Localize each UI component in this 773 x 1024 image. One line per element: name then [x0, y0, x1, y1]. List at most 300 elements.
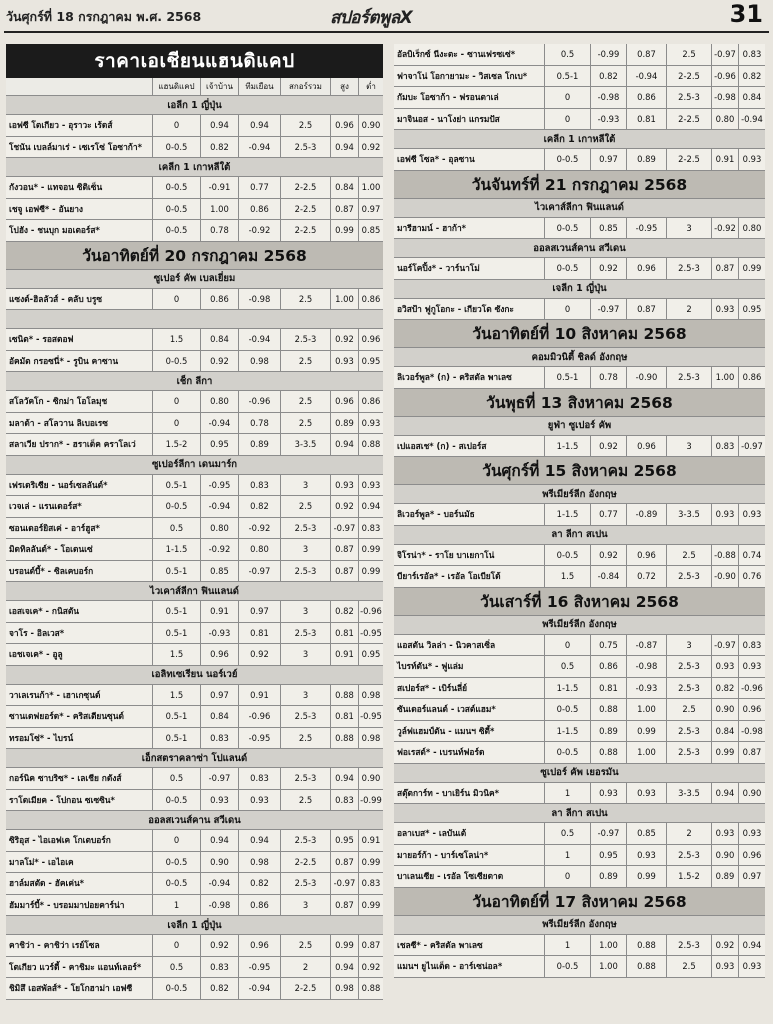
under-odds-cell: 0.95 [358, 644, 383, 665]
match-row [394, 436, 765, 458]
home-odds-cell: 0.86 [200, 289, 238, 310]
away-odds-cell: 0.96 [238, 935, 280, 956]
under-odds-cell: 0.98 [358, 728, 383, 749]
match-row [394, 783, 765, 805]
away-odds-cell: 0.86 [238, 199, 280, 220]
home-odds-cell: 1.00 [590, 935, 626, 956]
home-odds-cell: 0.84 [200, 706, 238, 727]
handicap-cell: 0-0.5 [152, 873, 200, 894]
home-odds-cell: -0.95 [200, 475, 238, 496]
away-odds-cell: 0.81 [626, 109, 666, 130]
over-odds-cell: 0.87 [330, 539, 358, 560]
league-header: ซูเปอร์ลีกา เดนมาร์ก [6, 456, 383, 475]
under-odds-cell: 0.86 [358, 391, 383, 412]
away-odds-cell: 0.96 [626, 545, 666, 566]
match-name: วูล์ฟแฮมป์ตัน - แมนฯ ซิตี้* [397, 725, 495, 736]
handicap-cell: 0 [544, 635, 590, 656]
match-row [6, 790, 383, 812]
handicap-cell: 0-0.5 [544, 258, 590, 279]
total-score-cell: 2.5 [280, 935, 330, 956]
total-score-cell: 2.5 [280, 351, 330, 372]
over-odds-cell: 0.87 [330, 895, 358, 916]
home-odds-cell: -0.91 [200, 177, 238, 198]
total-score-cell: 2.5-3 [666, 367, 711, 388]
over-odds-cell: 1.00 [711, 367, 738, 388]
match-name: ฮัมมาร์บี้* - บรอมมาปอยคาร์น่า [9, 899, 125, 910]
total-score-cell: 2.5 [280, 115, 330, 136]
match-row [6, 644, 383, 666]
under-odds-cell: 0.87 [358, 935, 383, 956]
over-odds-cell: 0.89 [330, 413, 358, 434]
match-name: สลาเวีย ปราก* - ฮราเด็ค คราโลเว่ [9, 439, 136, 450]
match-name: สโลวัคโก - ซิกม่า โอโลมุช [9, 396, 108, 407]
match-row [394, 545, 765, 567]
handicap-cell: 0-0.5 [152, 220, 200, 241]
match-row [394, 935, 765, 957]
under-odds-cell: 0.83 [738, 635, 765, 656]
over-odds-cell: 0.95 [330, 830, 358, 851]
home-odds-cell: -0.92 [200, 539, 238, 560]
match-row [394, 845, 765, 867]
handicap-cell: 1 [544, 845, 590, 866]
match-row [6, 539, 383, 561]
away-odds-cell: 0.87 [626, 299, 666, 320]
handicap-cell: 0 [544, 109, 590, 130]
over-odds-cell: 0.89 [711, 866, 738, 887]
handicap-cell: 0.5-1 [152, 601, 200, 622]
under-odds-cell: 0.91 [358, 830, 383, 851]
total-score-cell: 2.5-3 [666, 566, 711, 587]
away-odds-cell: 0.92 [238, 644, 280, 665]
away-odds-cell: -0.95 [626, 218, 666, 239]
column-header-over: สูง [330, 78, 358, 95]
away-odds-cell: 0.99 [626, 866, 666, 887]
match-row [394, 258, 765, 280]
column-header-row [6, 78, 383, 96]
home-odds-cell: 0.80 [200, 518, 238, 539]
total-score-cell: 3 [280, 644, 330, 665]
handicap-cell: 0-0.5 [152, 177, 200, 198]
date-header: วันอาทิตย์ที่ 20 กรกฎาคม 2568 [6, 242, 383, 270]
home-odds-cell: 0.95 [590, 845, 626, 866]
away-odds-cell: 0.82 [238, 873, 280, 894]
right-odds-table [394, 44, 765, 978]
league-header: เอลิทเซเรียน นอร์เวย์ [6, 666, 383, 685]
away-odds-cell: 0.96 [626, 258, 666, 279]
match-name: อวิสป้า ฟูกูโอกะ - เกียวโต ซังกะ [397, 303, 514, 314]
column-header-total: สกอร์รวม [280, 78, 330, 95]
away-odds-cell: -0.92 [238, 220, 280, 241]
handicap-cell: 0-0.5 [544, 742, 590, 763]
match-name: แอสตัน วิลล่า - นิวคาสเซิ่ล [397, 639, 496, 650]
match-name: มิดทิลลันด์* - โอเดนเซ่ [9, 544, 93, 555]
away-odds-cell: 0.93 [238, 790, 280, 811]
match-name: เอสเจเค* - กนิสตัน [9, 606, 79, 617]
under-odds-cell: 0.93 [358, 413, 383, 434]
over-odds-cell: -0.97 [711, 635, 738, 656]
over-odds-cell: 0.82 [711, 678, 738, 699]
league-header: ออลสเวนส์คาน สวีเดน [6, 811, 383, 830]
home-odds-cell: -0.84 [590, 566, 626, 587]
over-odds-cell: -0.92 [711, 218, 738, 239]
column-header-away: ทีมเยือน [238, 78, 280, 95]
handicap-cell: 0.5 [152, 768, 200, 789]
under-odds-cell: 0.92 [358, 137, 383, 158]
away-odds-cell: -0.95 [238, 957, 280, 978]
total-score-cell: 2.5-3 [666, 678, 711, 699]
match-row [6, 496, 383, 518]
handicap-cell: 0-0.5 [544, 149, 590, 170]
over-odds-cell: 0.93 [711, 956, 738, 977]
home-odds-cell: 0.94 [200, 115, 238, 136]
away-odds-cell: -0.98 [238, 289, 280, 310]
match-name: ฟาจาโน่ โอกายามะ - วิสเซล โกเบ* [397, 70, 528, 81]
total-score-cell: 3 [280, 539, 330, 560]
handicap-cell: 0.5-1 [152, 728, 200, 749]
under-odds-cell: 0.99 [358, 561, 383, 582]
over-odds-cell: 0.81 [330, 706, 358, 727]
over-odds-cell: 0.93 [711, 299, 738, 320]
total-score-cell: 2.5 [666, 44, 711, 65]
match-row [6, 623, 383, 645]
handicap-cell: 0 [544, 866, 590, 887]
total-score-cell: 2.5 [280, 728, 330, 749]
away-odds-cell: -0.94 [626, 66, 666, 87]
away-odds-cell: 0.81 [238, 623, 280, 644]
left-rows [6, 96, 383, 1000]
match-name: ซานเดฟยอร์ด* - คริสเตียนซุนด์ [9, 711, 124, 722]
handicap-cell: 1 [544, 783, 590, 804]
match-name: ราโดเมียค - โปกอน ซเซซิน* [9, 794, 115, 805]
total-score-cell: 2.5-3 [666, 258, 711, 279]
home-odds-cell: 0.86 [590, 656, 626, 677]
home-odds-cell: 0.92 [590, 436, 626, 457]
match-name: จิโรน่า* - ราโย บาเยกาโน่ [397, 549, 495, 560]
match-row [394, 44, 765, 66]
under-odds-cell: 0.83 [738, 44, 765, 65]
total-score-cell: 2-2.5 [280, 852, 330, 873]
under-odds-cell: -0.96 [358, 601, 383, 622]
over-odds-cell: 0.87 [330, 852, 358, 873]
under-odds-cell: -0.96 [738, 678, 765, 699]
over-odds-cell: -0.97 [330, 518, 358, 539]
total-score-cell: 3 [280, 475, 330, 496]
away-odds-cell: -0.96 [238, 706, 280, 727]
handicap-cell: 0-0.5 [152, 351, 200, 372]
match-row [6, 137, 383, 159]
away-odds-cell: 0.96 [626, 436, 666, 457]
total-score-cell: 2.5 [666, 956, 711, 977]
away-odds-cell: 0.93 [626, 783, 666, 804]
total-score-cell: 2.5-3 [280, 561, 330, 582]
total-score-cell: 2.5-3 [280, 623, 330, 644]
handicap-cell: 1.5 [152, 685, 200, 706]
league-header: พรีเมียร์ลีก อังกฤษ [394, 485, 765, 504]
away-odds-cell: -0.94 [238, 137, 280, 158]
date-header: วันพุธที่ 13 สิงหาคม 2568 [394, 389, 765, 417]
match-row [6, 685, 383, 707]
total-score-cell: 2.5-3 [280, 137, 330, 158]
match-name: กอร์นิค ซาบริซ* - เลเชีย กดังส์ [9, 773, 122, 784]
league-header: ออลสเวนส์คาน สวีเดน [394, 239, 765, 258]
away-odds-cell: -0.95 [238, 728, 280, 749]
match-row [394, 678, 765, 700]
match-name: เอฟซี โซล* - อุลซาน [397, 154, 475, 165]
under-odds-cell: 0.93 [738, 956, 765, 977]
league-header: เช็ก ลีกา [6, 372, 383, 391]
away-odds-cell: -0.98 [626, 656, 666, 677]
right-rows [394, 44, 765, 978]
over-odds-cell: 0.87 [330, 561, 358, 582]
away-odds-cell: 0.85 [626, 823, 666, 844]
match-name: บรอนด์บี้* - ซิลเคบอร์ก [9, 565, 94, 576]
match-row [394, 109, 765, 131]
away-odds-cell: 0.98 [238, 852, 280, 873]
away-odds-cell: 0.99 [626, 721, 666, 742]
over-odds-cell: -0.88 [711, 545, 738, 566]
handicap-cell: 1-1.5 [152, 539, 200, 560]
league-header: ซูเปอร์ คัพ เบลเยี่ยม [6, 270, 383, 289]
match-row [394, 721, 765, 743]
under-odds-cell: 0.86 [358, 289, 383, 310]
under-odds-cell: 0.90 [738, 783, 765, 804]
match-row [394, 87, 765, 109]
match-name: กังวอน* - แทจอน ซิติเซ็น [9, 182, 103, 193]
handicap-cell: 0-0.5 [152, 852, 200, 873]
total-score-cell: 2-2.5 [666, 149, 711, 170]
home-odds-cell: -0.94 [200, 873, 238, 894]
away-odds-cell: 0.98 [238, 351, 280, 372]
match-row [6, 852, 383, 874]
match-row [6, 768, 383, 790]
total-score-cell: 2-2.5 [666, 109, 711, 130]
over-odds-cell: 0.94 [711, 783, 738, 804]
total-score-cell: 3 [280, 895, 330, 916]
match-row [394, 149, 765, 171]
home-odds-cell: 0.82 [200, 978, 238, 999]
home-odds-cell: 0.78 [200, 220, 238, 241]
page-title: ราคาเอเชียนแฮนดิแคป [6, 44, 383, 78]
handicap-cell: 1 [152, 895, 200, 916]
handicap-cell: 1-1.5 [544, 721, 590, 742]
over-odds-cell: 0.82 [330, 601, 358, 622]
league-header: ซูเปอร์ คัพ เยอรมัน [394, 764, 765, 783]
match-row [394, 218, 765, 240]
match-name: จาโร - อิลเวส* [9, 627, 65, 638]
handicap-cell: 1-1.5 [544, 504, 590, 525]
over-odds-cell: 0.93 [711, 504, 738, 525]
date-header: วันอาทิตย์ที่ 17 สิงหาคม 2568 [394, 888, 765, 916]
column-header-handicap: แฮนดิแคป [152, 78, 200, 95]
away-odds-cell: 0.87 [626, 44, 666, 65]
match-name: สเปอร์ส* - เบิร์นลี่ย์ [397, 682, 468, 693]
home-odds-cell: -0.97 [590, 823, 626, 844]
total-score-cell: 2.5 [666, 699, 711, 720]
under-odds-cell: 0.85 [358, 220, 383, 241]
total-score-cell: 2.5-3 [666, 935, 711, 956]
match-name: แมนฯ ยูไนเต็ด - อาร์เซน่อล* [397, 961, 503, 972]
away-odds-cell: -0.89 [626, 504, 666, 525]
match-name: โตเกียว แวร์ดี้ - คาชิมะ แอนท์เลอร์* [9, 961, 142, 972]
total-score-cell: 2-2.5 [280, 199, 330, 220]
handicap-cell: 0.5-1 [544, 66, 590, 87]
away-odds-cell: -0.90 [626, 367, 666, 388]
total-score-cell: 3 [280, 601, 330, 622]
total-score-cell: 2-2.5 [666, 66, 711, 87]
handicap-cell: 0 [152, 391, 200, 412]
match-row [394, 66, 765, 88]
over-odds-cell: 0.81 [330, 623, 358, 644]
date-header: วันอาทิตย์ที่ 10 สิงหาคม 2568 [394, 320, 765, 348]
match-row [6, 351, 383, 373]
total-score-cell: 2.5 [280, 496, 330, 517]
league-header: ลา ลีกา สเปน [394, 526, 765, 545]
home-odds-cell: 0.78 [590, 367, 626, 388]
away-odds-cell: 0.80 [238, 539, 280, 560]
league-header: ไวเคาส์ลีกา ฟินแลนด์ [394, 199, 765, 218]
issue-date: วันศุกร์ที่ 18 กรกฎาคม พ.ศ. 2568 [6, 9, 202, 24]
away-odds-cell: 0.83 [238, 475, 280, 496]
away-odds-cell: 0.89 [626, 149, 666, 170]
under-odds-cell: 1.00 [358, 177, 383, 198]
total-score-cell: 2.5-3 [666, 656, 711, 677]
under-odds-cell: 0.84 [738, 87, 765, 108]
under-odds-cell: -0.94 [738, 109, 765, 130]
over-odds-cell: 0.98 [330, 978, 358, 999]
match-row [6, 957, 383, 979]
total-score-cell: 2.5-3 [666, 87, 711, 108]
match-name: ซันเดอร์แลนด์ - เวสต์แฮม* [397, 704, 496, 715]
match-name: ซอนเดอร์ยิสเค่ - อาร์ฮูส* [9, 522, 100, 533]
under-odds-cell: 0.93 [738, 656, 765, 677]
home-odds-cell: 0.77 [590, 504, 626, 525]
total-score-cell: 2.5-3 [280, 706, 330, 727]
under-odds-cell: 0.86 [738, 367, 765, 388]
match-name: เชลซี* - คริสตัล พาเลซ [397, 939, 483, 950]
away-odds-cell: 0.86 [626, 87, 666, 108]
under-odds-cell: 0.94 [358, 496, 383, 517]
home-odds-cell: 0.81 [590, 678, 626, 699]
home-odds-cell: -0.98 [590, 87, 626, 108]
league-header: เคลีก 1 เกาหลีใต้ [6, 158, 383, 177]
away-odds-cell: -0.87 [626, 635, 666, 656]
total-score-cell: 2 [280, 957, 330, 978]
home-odds-cell: 0.89 [590, 866, 626, 887]
league-header: เคลีก 1 เกาหลีใต้ [394, 130, 765, 149]
over-odds-cell: 0.92 [330, 496, 358, 517]
handicap-cell: 0.5-1 [152, 623, 200, 644]
handicap-cell: 0-0.5 [544, 699, 590, 720]
match-name: คาชิว่า - คาชิว่า เรย์โซล [9, 940, 100, 951]
match-name: ลิเวอร์พูล* - บอร์นมัธ [397, 509, 475, 520]
away-odds-cell: 1.00 [626, 742, 666, 763]
match-name: สตุ๊ตการ์ท - บาเยิร์น มิวนิค* [397, 787, 499, 798]
under-odds-cell: 0.93 [738, 823, 765, 844]
header-rule [4, 31, 769, 33]
under-odds-cell: 0.99 [738, 258, 765, 279]
under-odds-cell: 0.96 [738, 699, 765, 720]
under-odds-cell: -0.95 [358, 623, 383, 644]
match-name: อลาเบส* - เลบันเต้ [397, 828, 467, 839]
home-odds-cell: 0.84 [200, 329, 238, 350]
home-odds-cell: 0.92 [200, 935, 238, 956]
under-odds-cell: 0.99 [358, 852, 383, 873]
home-odds-cell: 1.00 [200, 199, 238, 220]
handicap-cell: 1.5 [544, 566, 590, 587]
handicap-cell: 0 [152, 289, 200, 310]
match-name: ทรอมโซ่* - ไบรน์ [9, 732, 74, 743]
page-number: 31 [729, 0, 763, 28]
under-odds-cell: 0.99 [358, 895, 383, 916]
over-odds-cell: 0.93 [711, 823, 738, 844]
match-name: ฮาล์มสตัด - ฮัคเค่น* [9, 878, 85, 889]
match-row [394, 504, 765, 526]
over-odds-cell: 0.83 [330, 790, 358, 811]
home-odds-cell: -0.93 [200, 623, 238, 644]
handicap-cell: 1.5 [152, 329, 200, 350]
away-odds-cell: 1.00 [626, 699, 666, 720]
home-odds-cell: 0.93 [590, 783, 626, 804]
over-odds-cell: 0.87 [330, 199, 358, 220]
away-odds-cell: 0.94 [238, 830, 280, 851]
handicap-cell: 1.5-2 [152, 434, 200, 455]
handicap-cell: 0-0.5 [152, 137, 200, 158]
match-row [6, 289, 383, 311]
home-odds-cell: -0.98 [200, 895, 238, 916]
match-name: ไบรท์ตัน* - ฟูแล่ม [397, 661, 464, 672]
match-name: ซิริอุส - ไอเอฟเค โกเตบอร์ก [9, 835, 111, 846]
handicap-cell: 0.5 [544, 44, 590, 65]
away-odds-cell: 0.91 [238, 685, 280, 706]
over-odds-cell: 0.99 [330, 220, 358, 241]
home-odds-cell: 0.92 [590, 258, 626, 279]
match-row [6, 935, 383, 957]
match-row [6, 115, 383, 137]
home-odds-cell: -0.99 [590, 44, 626, 65]
handicap-cell: 1.5 [152, 644, 200, 665]
match-row [394, 566, 765, 588]
page-header [0, 0, 773, 36]
date-header: วันศุกร์ที่ 15 สิงหาคม 2568 [394, 457, 765, 485]
total-score-cell: 1.5-2 [666, 866, 711, 887]
home-odds-cell: -0.94 [200, 496, 238, 517]
handicap-cell: 0-0.5 [152, 790, 200, 811]
total-score-cell: 2.5-3 [280, 329, 330, 350]
league-header: เอ็กสตราคลาซ่า โปแลนด์ [6, 749, 383, 768]
match-row [394, 699, 765, 721]
over-odds-cell: 1.00 [330, 289, 358, 310]
under-odds-cell: 0.93 [358, 475, 383, 496]
home-odds-cell: 1.00 [590, 956, 626, 977]
over-odds-cell: 0.88 [330, 685, 358, 706]
under-odds-cell: 0.80 [738, 218, 765, 239]
handicap-cell: 0 [152, 413, 200, 434]
home-odds-cell: 0.93 [200, 790, 238, 811]
over-odds-cell: 0.94 [330, 957, 358, 978]
home-odds-cell: 0.91 [200, 601, 238, 622]
handicap-cell: 0.5 [544, 823, 590, 844]
over-odds-cell: 0.99 [330, 935, 358, 956]
under-odds-cell: 0.76 [738, 566, 765, 587]
away-odds-cell: 0.82 [238, 496, 280, 517]
under-odds-cell: 0.88 [358, 978, 383, 999]
home-odds-cell: 0.92 [200, 351, 238, 372]
date-header: วันจันทร์ที่ 21 กรกฎาคม 2568 [394, 171, 765, 199]
handicap-cell: 0-0.5 [544, 545, 590, 566]
match-row [6, 475, 383, 497]
over-odds-cell: 0.88 [330, 728, 358, 749]
over-odds-cell: 0.91 [330, 644, 358, 665]
